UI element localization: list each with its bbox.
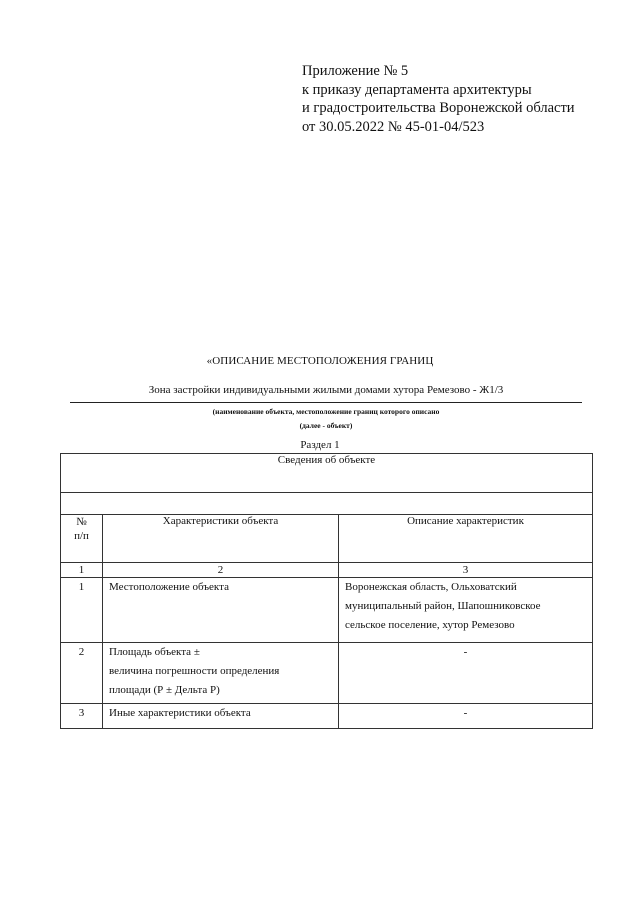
row-characteristic: Площадь объекта ± величина погрешности определения площади (Р ± Дельта Р) <box>103 643 339 704</box>
column-number: 2 <box>103 563 339 578</box>
object-caption-line-1: (наименование объекта, местоположение границ которого описано <box>212 407 440 416</box>
column-number: 3 <box>339 563 593 578</box>
row-description: - <box>339 643 593 704</box>
object-info-table <box>60 453 593 729</box>
table-title: Сведения об объекте <box>61 454 593 493</box>
appendix-line-2: к приказу департамента архитектуры <box>302 81 532 98</box>
appendix-line-4: от 30.05.2022 № 45-01-04/523 <box>302 118 485 135</box>
document-title: «ОПИСАНИЕ МЕСТОПОЛОЖЕНИЯ ГРАНИЦ <box>206 355 434 367</box>
row-number: 2 <box>61 643 103 704</box>
appendix-line-1: Приложение № 5 <box>302 63 409 79</box>
row-number: 3 <box>61 704 103 729</box>
row-number: 1 <box>61 578 103 643</box>
header-characteristics: Характеристики объекта <box>103 515 339 563</box>
column-number: 1 <box>61 563 103 578</box>
table-header-row <box>61 515 593 563</box>
table-title-row <box>61 454 593 493</box>
table-row <box>61 643 593 704</box>
row-description: Воронежская область, Ольховатский муниципальный район, Шапошниковское сельское поселение, хутор Ремезово <box>339 578 593 643</box>
object-name-underline <box>70 402 582 403</box>
object-caption-line-2: (далее - объект) <box>299 421 353 430</box>
row-characteristic: Иные характеристики объекта <box>103 704 339 729</box>
column-number-row <box>61 563 593 578</box>
header-number: № п/п <box>61 515 103 563</box>
table-row <box>61 704 593 729</box>
row-description: - <box>339 704 593 729</box>
appendix-header <box>302 62 575 136</box>
header-description: Описание характеристик <box>339 515 593 563</box>
section-label: Раздел 1 <box>300 439 340 451</box>
object-name: Зона застройки индивидуальными жилыми домами хутора Ремезово - Ж1/3 <box>148 384 504 396</box>
table-row <box>61 578 593 643</box>
appendix-line-3: и градостроительства Воронежской области <box>302 100 575 116</box>
row-characteristic: Местоположение объекта <box>103 578 339 643</box>
table-empty-row <box>61 493 593 515</box>
